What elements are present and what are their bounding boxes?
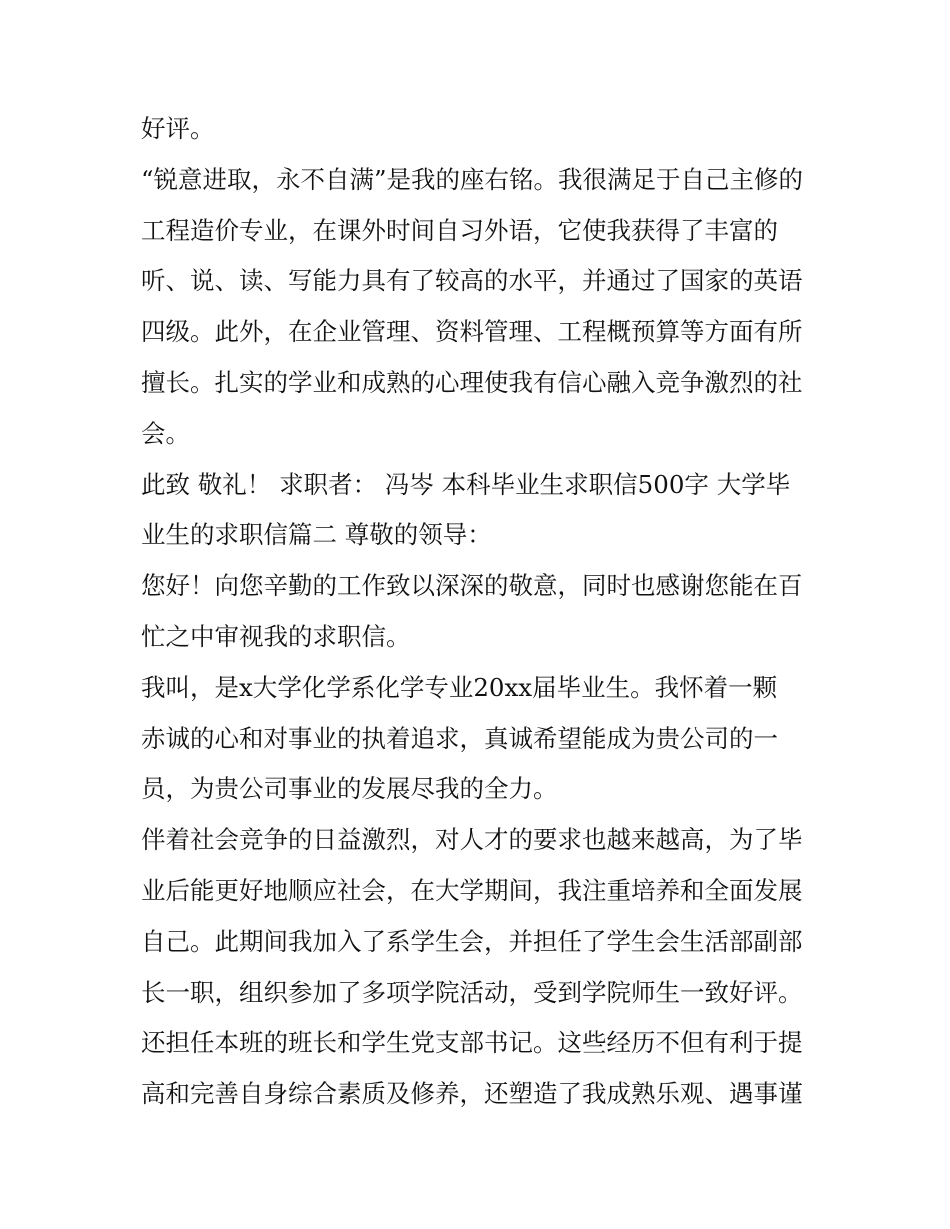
- text-line: 还担任本班的班长和学生党支部书记。这些经历不但有利于提: [141, 1028, 803, 1058]
- text-line: 赤诚的心和对事业的执着追求，真诚希望能成为贵公司的一: [141, 723, 778, 753]
- text-line: 四级。此外，在企业管理、资料管理、工程概预算等方面有所: [141, 317, 803, 347]
- text-line: 业后能更好地顺应社会，在大学期间，我注重培养和全面发展: [141, 875, 803, 905]
- text-line: 伴着社会竞争的日益激烈，对人才的要求也越来越高，为了毕: [141, 825, 803, 855]
- text-line: 长一职，组织参加了多项学院活动，受到学院师生一致好评。: [141, 977, 803, 1007]
- text-line: 忙之中审视我的求职信。: [141, 621, 411, 651]
- text-line: 员，为贵公司事业的发展尽我的全力。: [141, 774, 558, 804]
- text-line: “锐意进取，永不自满”是我的座右铭。我很满足于自己主修的: [141, 164, 804, 194]
- document-body: [141, 104, 821, 1120]
- text-line: 听、说、读、写能力具有了较高的水平，并通过了国家的英语: [141, 266, 803, 296]
- text-line: 会。: [141, 418, 190, 448]
- text-line: 业生的求职信篇二 尊敬的领导：: [141, 520, 492, 550]
- text-line: 此致 敬礼！ 求职者： 冯岑 本科毕业生求职信500字 大学毕: [141, 469, 791, 499]
- text-line: 好评。: [141, 114, 215, 143]
- text-line: 自己。此期间我加入了系学生会，并担任了学生会生活部副部: [141, 926, 803, 956]
- text-line: 我叫，是x大学化学系化学专业20xx届毕业生。我怀着一颗: [141, 672, 778, 702]
- text-line: 工程造价专业，在课外时间自习外语，它使我获得了丰富的: [141, 215, 778, 245]
- text-line: 高和完善自身综合素质及修养，还塑造了我成熟乐观、遇事谨: [141, 1079, 803, 1109]
- text-line: 擅长。扎实的学业和成熟的心理使我有信心融入竞争激烈的社: [141, 367, 803, 397]
- text-line: 您好！向您辛勤的工作致以深深的敬意，同时也感谢您能在百: [141, 571, 803, 601]
